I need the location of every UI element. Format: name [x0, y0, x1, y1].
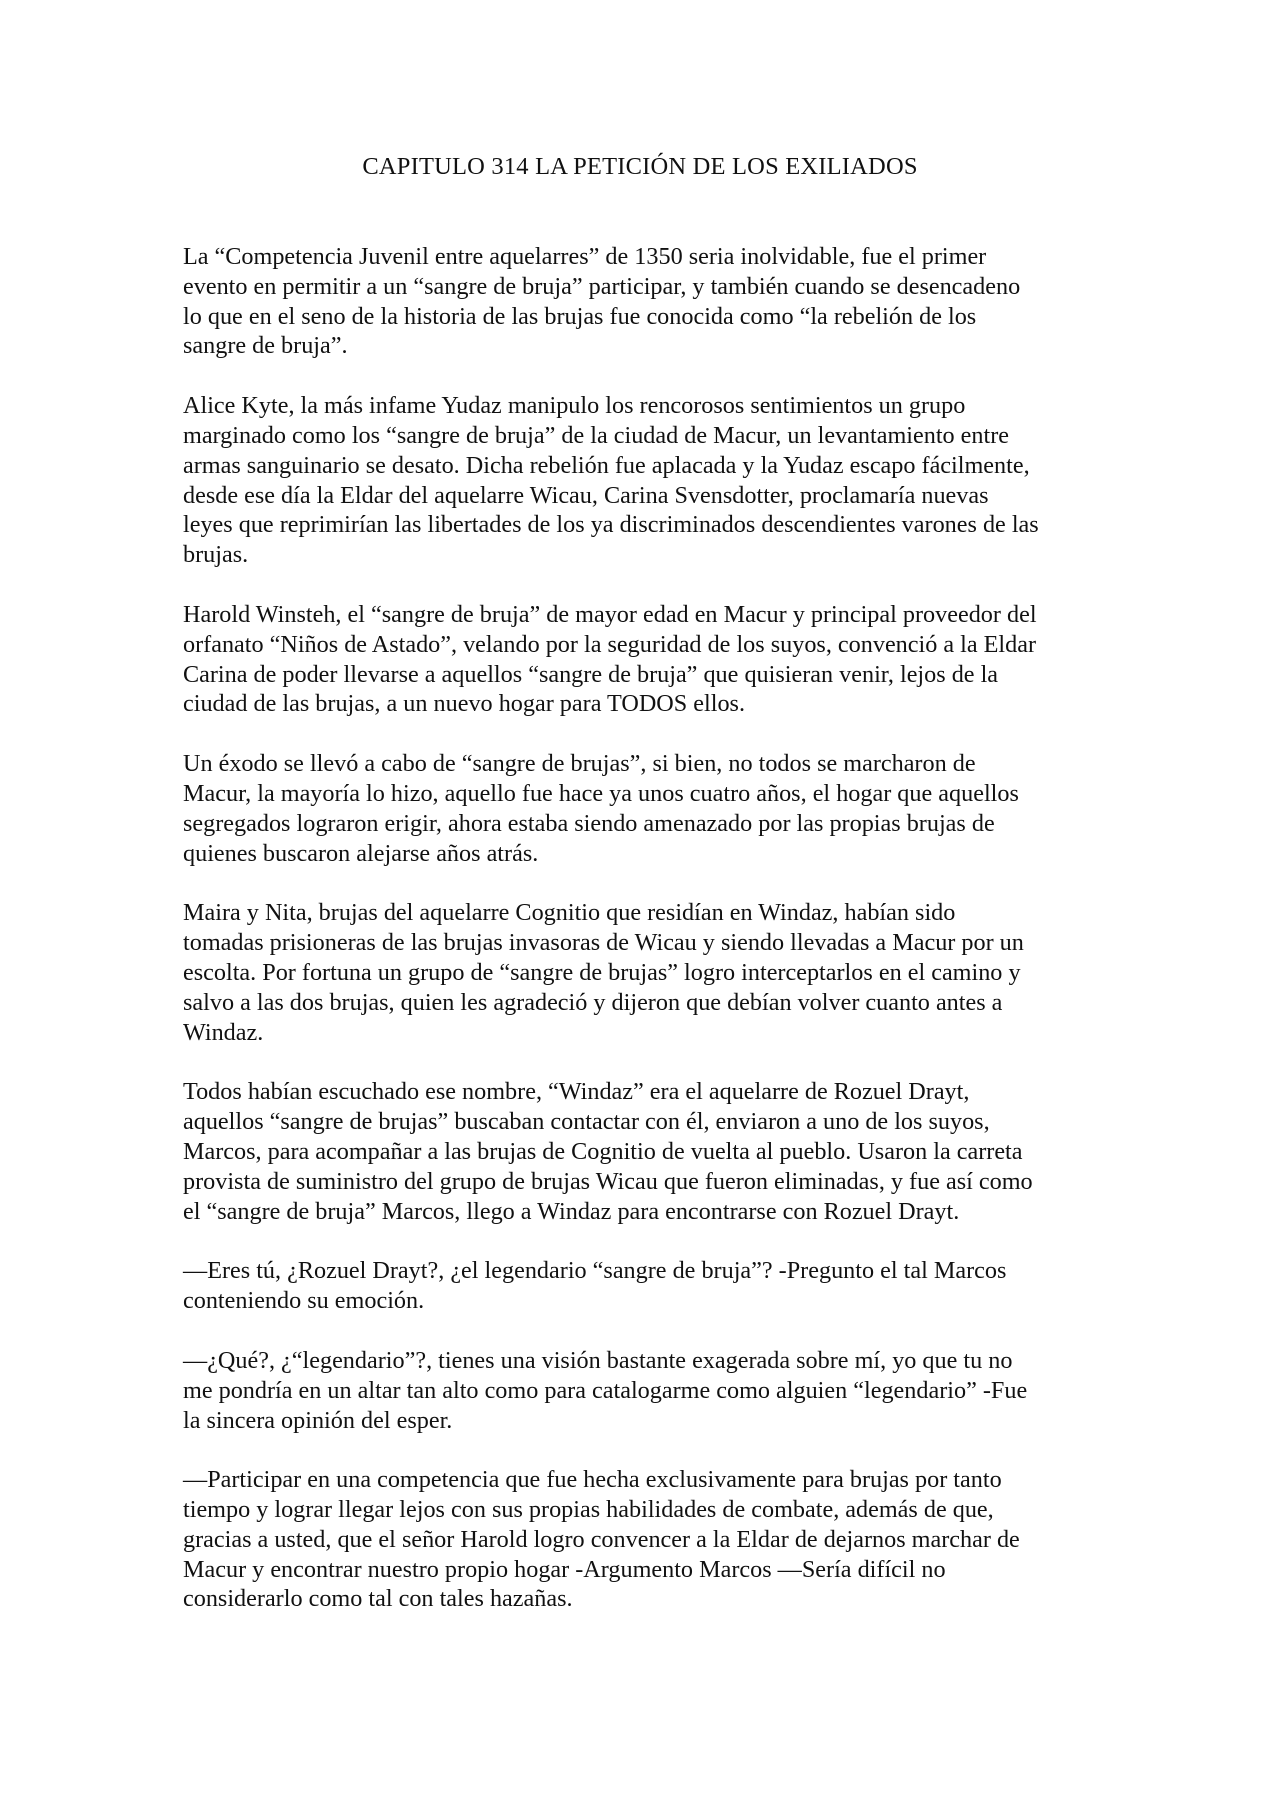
paragraph: Alice Kyte, la más infame Yudaz manipulo los rencorosos sentimientos un grupo marginado como los “sangre de bruja” de la ciudad de Macur, un levantamiento entre armas sanguinario se desato. Dicha rebelión fue aplacada y la Yudaz escapo fácilmente, desde ese día la Eldar del aquelarre Wicau, Carina Svensdotter, proclamaría nuevas leyes que reprimirían las libertades de los ya discriminados descendientes varones de las brujas.: [183, 392, 1039, 569]
paragraph: Todos habían escuchado ese nombre, “Windaz” era el aquelarre de Rozuel Drayt, aquellos “sangre de brujas” buscaban contactar con él, enviaron a uno de los suyos, Marcos, para acompañar a las brujas de Cognitio de vuelta al pueblo. Usaron la carreta provista de suministro del grupo de brujas Wicau que fueron eliminadas, y fue así como el “sangre de bruja” Marcos, llego a Windaz para encontrarse con Rozuel Drayt.: [183, 1078, 1033, 1225]
paragraph: Harold Winsteh, el “sangre de bruja” de mayor edad en Macur y principal proveedor del orfanato “Niños de Astado”, velando por la seguridad de los suyos, convenció a la Eldar Carina de poder llevarse a aquellos “sangre de bruja” que quisieran venir, lejos de la ciudad de las brujas, a un nuevo hogar para TODOS ellos.: [183, 600, 1037, 718]
dialogue-paragraph: —¿Qué?, ¿“legendario”?, tienes una visión bastante exagerada sobre mí, yo que tu no me pondría en un altar tan alto como para catalogarme como alguien “legendario” -Fue la sincera opinión del esper.: [183, 1346, 1028, 1434]
paragraph: Maira y Nita, brujas del aquelarre Cognitio que residían en Windaz, habían sido tomadas prisioneras de las brujas invasoras de Wicau y siendo llevadas a Macur por un escolta. Por fortuna un grupo de “sangre de brujas” logro interceptarlos en el camino y salvo a las dos brujas, quien les agradeció y dijeron que debían volver cuanto antes a Windaz.: [183, 899, 1024, 1046]
paragraph: La “Competencia Juvenil entre aquelarres” de 1350 seria inolvidable, fue el primer evento en permitir a un “sangre de bruja” participar, y también cuando se desencadeno lo que en el seno de la historia de las brujas fue conocida como “la rebelión de los sangre de bruja”.: [183, 243, 1021, 360]
paragraph: Un éxodo se llevó a cabo de “sangre de brujas”, si bien, no todos se marcharon de Macur, la mayoría lo hizo, aquello fue hace ya unos cuatro años, el hogar que aquellos segregados lograron erigir, ahora estaba siendo amenazado por las propias brujas de quienes buscaron alejarse años atrás.: [183, 750, 1019, 867]
chapter-body: [183, 242, 1098, 1644]
dialogue-paragraph: —Eres tú, ¿Rozuel Drayt?, ¿el legendario “sangre de bruja”? -Pregunto el tal Marcos conteniendo su emoción.: [183, 1257, 1007, 1315]
chapter-title: CAPITULO 314 LA PETICIÓN DE LOS EXILIADOS: [362, 153, 918, 180]
dialogue-paragraph: —Participar en una competencia que fue hecha exclusivamente para brujas por tanto tiempo y lograr llegar lejos con sus propias habilidades de combate, además de que, gracias a usted, que el señor Harold logro convencer a la Eldar de dejarnos marchar de Macur y encontrar nuestro propio hogar -Argumento Marcos —Sería difícil no considerarlo como tal con tales hazañas.: [183, 1466, 1020, 1613]
